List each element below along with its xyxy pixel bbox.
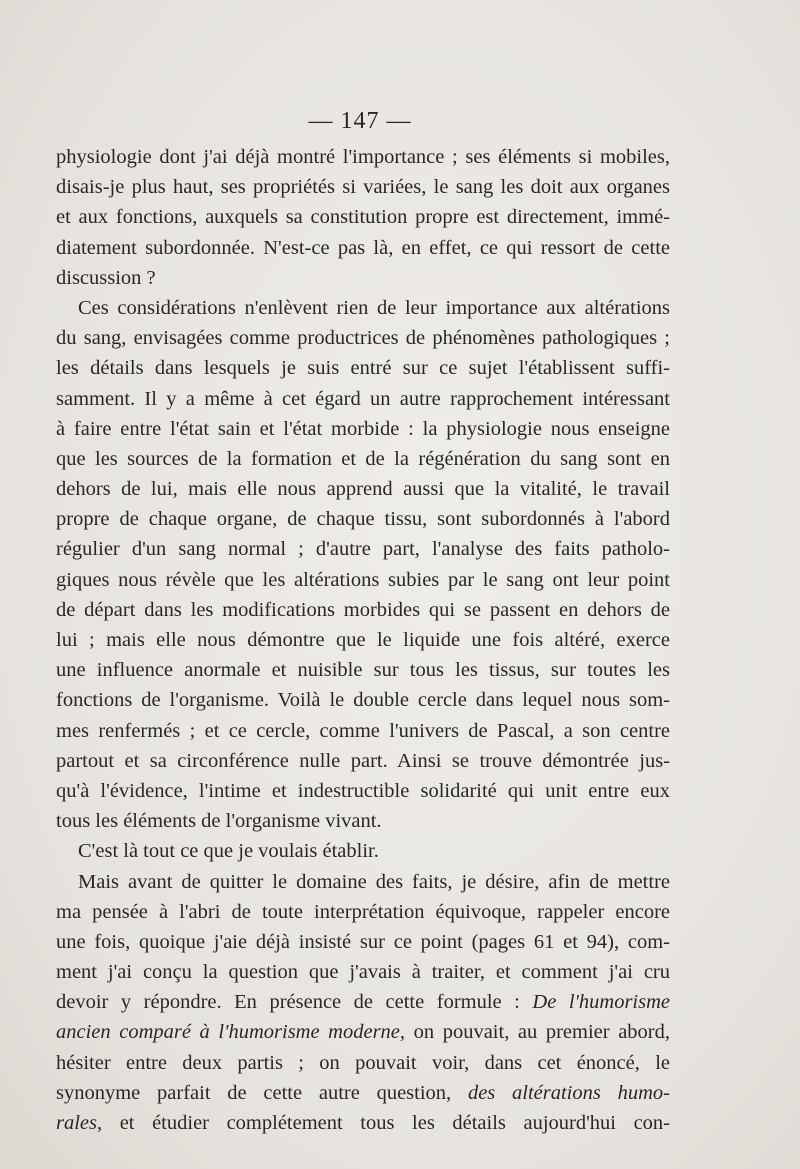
text-line — [56, 384, 670, 414]
line-text: une fois, quoique j'aie déjà insisté sur ce point (pages 61 et 94), com- — [56, 930, 670, 953]
line-text: mes renfermés ; et ce cercle, comme l'univers de Pascal, a son centre — [56, 719, 670, 742]
italic-text: des altérations humo- — [467, 1081, 671, 1104]
text-line — [56, 444, 670, 474]
line-text: , on pouvait, au premier abord, — [399, 1021, 670, 1044]
italic-text: rales — [56, 1112, 97, 1134]
text-line — [56, 746, 670, 776]
text-line — [56, 1017, 670, 1047]
line-text: disais-je plus haut, ses propriétés si variées, le sang les doit aux organes — [56, 176, 670, 199]
text-line — [56, 474, 670, 504]
line-text: ment j'ai conçu la question que j'avais à traiter, et comment j'ai cru — [56, 961, 670, 984]
text-line — [56, 716, 670, 746]
text-line — [56, 1078, 670, 1108]
line-text: partout et sa circonférence nulle part. Ainsi se trouve démontrée jus- — [56, 749, 670, 772]
line-text: Mais avant de quitter le domaine des faits, je désire, afin de mettre — [78, 870, 670, 893]
line-text: diatement subordonnée. N'est-ce pas là, en effet, ce qui ressort de cette — [56, 236, 670, 259]
line-text: Ces considérations n'enlèvent rien de leur importance aux altérations — [78, 296, 670, 319]
text-line — [56, 293, 670, 323]
line-text: les détails dans lesquels je suis entré sur ce sujet l'établissent suffi- — [56, 357, 670, 380]
text-line — [56, 776, 670, 806]
text-line — [56, 233, 670, 263]
text-line — [56, 565, 670, 595]
text-line — [56, 504, 670, 534]
text-line — [56, 867, 670, 897]
line-text: synonyme parfait de cette autre question, — [56, 1081, 468, 1104]
line-text: que les sources de la formation et de la régénération du sang sont en — [56, 447, 670, 470]
body-text — [56, 142, 670, 1138]
text-line — [56, 957, 670, 987]
text-line — [56, 927, 670, 957]
line-text: giques nous révèle que les altérations subies par le sang ont leur point — [56, 568, 670, 591]
line-text: physiologie dont j'ai déjà montré l'importance ; ses éléments si mobiles, — [56, 146, 670, 168]
line-text: de départ dans les modifications morbides qui se passent en dehors de — [56, 598, 670, 621]
line-text: C'est là tout ce que je voulais établir. — [78, 840, 379, 863]
line-text: devoir y répondre. En présence de cette formule : — [56, 991, 533, 1014]
text-line — [56, 323, 670, 353]
text-line — [56, 1048, 670, 1078]
text-line — [56, 836, 670, 866]
text-line — [56, 142, 670, 172]
line-text: discussion ? — [56, 266, 156, 289]
line-text: , et étudier complétement tous les détails aujourd'hui con- — [97, 1112, 670, 1134]
line-text: propre de chaque organe, de chaque tissu, sont subordonnés à l'abord — [56, 508, 670, 531]
line-text: dehors de lui, mais elle nous apprend aussi que la vitalité, le travail — [56, 478, 670, 501]
line-text: du sang, envisagées comme productrices de phénomènes pathologiques ; — [56, 327, 670, 350]
line-text: ma pensée à l'abri de toute interprétation équivoque, rappeler encore — [56, 900, 670, 923]
line-text: qu'à l'évidence, l'intime et indestructible solidarité qui unit entre eux — [56, 779, 670, 802]
text-line — [56, 806, 670, 836]
line-text: hésiter entre deux partis ; on pouvait voir, dans cet énoncé, le — [56, 1051, 670, 1074]
line-text: tous les éléments de l'organisme vivant. — [56, 810, 382, 833]
line-text: fonctions de l'organisme. Voilà le double cercle dans lequel nous som- — [56, 689, 670, 712]
text-line — [56, 595, 670, 625]
line-text: et aux fonctions, auxquels sa constitution propre est directement, immé- — [56, 206, 670, 229]
text-line — [56, 897, 670, 927]
text-line — [56, 414, 670, 444]
text-line — [56, 655, 670, 685]
line-text: une influence anormale et nuisible sur tous les tissus, sur toutes les — [56, 659, 670, 682]
line-text: régulier d'un sang normal ; d'autre part, l'analyse des faits patholo- — [56, 538, 670, 561]
page-number: — 147 — — [308, 108, 412, 134]
text-line — [56, 625, 670, 655]
line-text: samment. Il y a même à cet égard un autre rapprochement intéressant — [56, 387, 670, 410]
italic-text: De l'humorisme — [532, 991, 671, 1014]
text-line — [56, 534, 670, 564]
text-line — [56, 685, 670, 715]
italic-text: ancien comparé à l'humorisme moderne — [56, 1021, 400, 1044]
line-text: à faire entre l'état sain et l'état morbide : la physiologie nous enseigne — [56, 417, 670, 440]
text-line — [56, 263, 670, 293]
text-line — [56, 172, 670, 202]
text-line — [56, 1108, 670, 1138]
text-line — [56, 987, 670, 1017]
text-line — [56, 202, 670, 232]
text-line — [56, 353, 670, 383]
line-text: lui ; mais elle nous démontre que le liquide une fois altéré, exerce — [56, 629, 670, 651]
